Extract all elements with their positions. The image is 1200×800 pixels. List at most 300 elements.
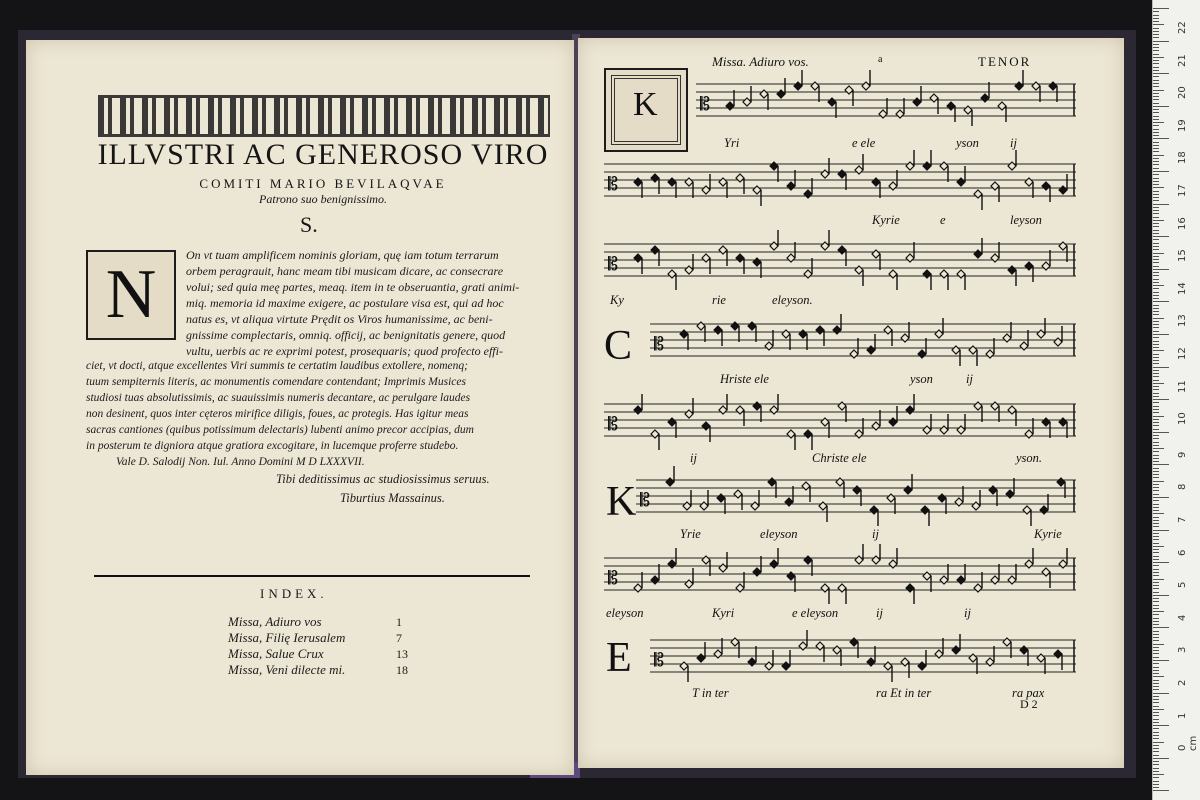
index-entry: Missa, Salue Crux [228, 646, 324, 661]
note-head [804, 556, 812, 564]
ruler-tick [1153, 135, 1159, 136]
ruler-tick [1153, 552, 1159, 553]
ruler-tick [1153, 412, 1159, 413]
note-head [651, 174, 659, 182]
ruler-tick [1153, 272, 1159, 273]
ruler-tick [1153, 132, 1159, 133]
note-head [872, 556, 880, 564]
ruler-tick [1153, 236, 1169, 237]
note-head [668, 418, 676, 426]
note-head [819, 502, 827, 510]
ruler-tick [1153, 523, 1159, 524]
ruler-tick [1153, 536, 1159, 537]
lyric: Ky [610, 293, 624, 307]
note-head [799, 330, 807, 338]
note-head [782, 330, 790, 338]
ruler-tick [1153, 670, 1159, 671]
note-head [1020, 342, 1028, 350]
note-head [850, 638, 858, 646]
ruler-tick [1153, 611, 1164, 612]
lyric: e ele [852, 136, 876, 150]
note-head [879, 110, 887, 118]
ruler-tick [1153, 171, 1169, 172]
note-head [991, 254, 999, 262]
ruler-tick [1153, 637, 1159, 638]
ruler-tick [1153, 738, 1159, 739]
note-head [1015, 82, 1023, 90]
ruler-label: 0 cm [1177, 735, 1199, 752]
music-staff [604, 238, 1076, 282]
ruler-tick [1153, 781, 1159, 782]
ruler-tick [1153, 438, 1159, 439]
ruler-label: 7 [1177, 516, 1188, 523]
ruler-tick [1153, 510, 1159, 511]
ruler-tick [1153, 386, 1159, 387]
note-head [634, 178, 642, 186]
note-head [651, 576, 659, 584]
note-head [802, 482, 810, 490]
ruler-tick [1153, 76, 1159, 77]
note-head [867, 658, 875, 666]
ruler-tick [1153, 585, 1159, 586]
note-head [1054, 338, 1062, 346]
note-head [1037, 330, 1045, 338]
ruler-tick [1153, 569, 1159, 570]
note-head [702, 254, 710, 262]
note-head [804, 430, 812, 438]
ruler-label: 9 [1177, 451, 1188, 458]
note-head [974, 402, 982, 410]
note-head [651, 430, 659, 438]
note-head [753, 568, 761, 576]
ruler-tick [1153, 86, 1159, 87]
note-head [719, 406, 727, 414]
note-head [845, 86, 853, 94]
ruler-tick [1153, 650, 1159, 651]
header-mark: a [878, 54, 883, 65]
note-head [921, 506, 929, 514]
ruler-tick [1153, 543, 1159, 544]
index-entry: Missa, Filię Ierusalem [228, 630, 346, 645]
ruler-tick [1153, 663, 1159, 664]
note-head [870, 506, 878, 514]
lyric: ij [964, 606, 971, 620]
ruler-tick [1153, 308, 1159, 309]
note-head [964, 106, 972, 114]
ruler-tick [1153, 37, 1159, 38]
music-staff [650, 318, 1076, 362]
ruler-tick [1153, 598, 1159, 599]
ruler-tick [1153, 324, 1159, 325]
ruler-tick [1153, 416, 1164, 417]
note-head [957, 576, 965, 584]
ruler-tick [1153, 634, 1159, 635]
note-head [923, 270, 931, 278]
lyric: ij [1010, 136, 1017, 150]
note-head [955, 498, 963, 506]
lyric: ra Et in ter [876, 686, 932, 700]
ruler-label: 1 [1177, 712, 1188, 719]
ruler-tick [1153, 667, 1159, 668]
note-head [748, 322, 756, 330]
ruler-tick [1153, 435, 1159, 436]
ruler-tick [1153, 784, 1159, 785]
note-head [957, 426, 965, 434]
ruler-tick [1153, 168, 1159, 169]
ruler-tick [1153, 575, 1159, 576]
clef-glyph: 𝄡 [608, 568, 619, 589]
note-head [1059, 186, 1067, 194]
note-head [748, 658, 756, 666]
ruler-tick [1153, 210, 1159, 211]
note-head [923, 162, 931, 170]
ruler-tick [1153, 226, 1159, 227]
ruler-tick [1153, 341, 1159, 342]
ruler-tick [1153, 347, 1159, 348]
note-head [770, 406, 778, 414]
note-head [940, 426, 948, 434]
lyric: ra pax [1012, 686, 1045, 700]
ruler-tick [1153, 689, 1159, 690]
ruler-tick [1153, 768, 1159, 769]
note-head [683, 502, 691, 510]
ruler-tick [1153, 618, 1159, 619]
ruler-tick [1153, 292, 1159, 293]
ruler-tick [1153, 464, 1169, 465]
ruler-tick [1153, 735, 1159, 736]
lyric: ij [966, 372, 973, 386]
note-head [938, 494, 946, 502]
ruler-tick [1153, 259, 1159, 260]
body-line: sacras cantiones (quibus potissimum delectaris) lubenti animo precor accipias, dum [86, 424, 474, 436]
ruler-tick [1153, 699, 1159, 700]
mass-title: Missa. Adiuro vos. [712, 54, 809, 69]
ruler-tick [1153, 468, 1159, 469]
ruler-tick [1153, 194, 1159, 195]
note-head [918, 350, 926, 358]
ruler-tick [1153, 653, 1159, 654]
ruler-tick [1153, 755, 1159, 756]
note-head [867, 346, 875, 354]
note-head [816, 642, 824, 650]
ruler-tick [1153, 605, 1159, 606]
closing-line: Tibi deditissimus ac studiosissimus seruus. [276, 472, 490, 486]
note-head [770, 162, 778, 170]
ruler-tick [1153, 520, 1159, 521]
note-head [889, 270, 897, 278]
note-head [998, 102, 1006, 110]
note-head [1059, 560, 1067, 568]
note-head [685, 410, 693, 418]
ruler-tick [1153, 334, 1169, 335]
ruler-tick [1153, 764, 1159, 765]
ruler-tick [1153, 279, 1159, 280]
ruler-tick [1153, 282, 1159, 283]
ruler-tick [1153, 582, 1159, 583]
ruler-tick [1153, 709, 1164, 710]
clef-glyph: 𝄡 [608, 254, 619, 275]
ruler-tick [1153, 321, 1159, 322]
note-head [1008, 576, 1016, 584]
ruler-tick [1153, 370, 1159, 371]
ruler-tick [1153, 745, 1159, 746]
note-head [1025, 560, 1033, 568]
clef-glyph: 𝄡 [654, 650, 665, 671]
ruler-tick [1153, 712, 1159, 713]
music-staff [604, 158, 1076, 202]
ruler-tick [1153, 530, 1169, 531]
ruler-tick [1153, 223, 1159, 224]
ruler-tick [1153, 693, 1169, 694]
ruler-tick [1153, 474, 1159, 475]
ruler-tick [1153, 706, 1159, 707]
clef-glyph: 𝄡 [608, 414, 619, 435]
note-head [872, 250, 880, 258]
note-head [838, 402, 846, 410]
note-head [668, 560, 676, 568]
note-head [1040, 506, 1048, 514]
ruler-tick [1153, 445, 1159, 446]
ruler-tick [1153, 90, 1164, 91]
note-head [838, 246, 846, 254]
note-head [719, 564, 727, 572]
ruler-label: 8 [1177, 484, 1188, 491]
ruler-tick [1153, 187, 1164, 188]
note-head [1008, 162, 1016, 170]
ruler-tick [1153, 151, 1159, 152]
ruler-tick [1153, 719, 1159, 720]
ruler-tick [1153, 399, 1169, 400]
ruler-tick [1153, 751, 1159, 752]
note-head [726, 102, 734, 110]
ruler-tick [1153, 200, 1159, 201]
note-head [1008, 266, 1016, 274]
ruler-label: 13 [1177, 314, 1188, 328]
note-head [906, 162, 914, 170]
ruler-tick [1153, 389, 1159, 390]
ruler-tick [1153, 601, 1159, 602]
ruler-tick [1153, 409, 1159, 410]
ruler-tick [1153, 728, 1159, 729]
ruler-tick [1153, 243, 1159, 244]
note-head [974, 584, 982, 592]
ruler-tick [1153, 761, 1159, 762]
ruler-tick [1153, 93, 1159, 94]
ruler-tick [1153, 158, 1159, 159]
note-head [731, 638, 739, 646]
ruler-tick [1153, 83, 1159, 84]
note-head [787, 430, 795, 438]
note-head [765, 342, 773, 350]
ruler-tick [1153, 640, 1159, 641]
ruler-tick [1153, 448, 1164, 449]
ruler-tick [1153, 363, 1159, 364]
ruler-tick [1153, 181, 1159, 182]
ruler-tick [1153, 367, 1169, 368]
ruler-tick [1153, 266, 1159, 267]
body-line: non desinent, quos inter cęteros mirifice diligis, foues, ac protegis. Has igitur meas [86, 408, 469, 420]
index-rule [94, 575, 530, 577]
note-head [668, 178, 676, 186]
note-head [816, 326, 824, 334]
initial-k: K [606, 479, 637, 525]
note-head [1057, 478, 1065, 486]
note-head [666, 478, 674, 486]
note-head [768, 478, 776, 486]
ruler-tick [1153, 696, 1159, 697]
lyric: eleyson. [772, 293, 813, 307]
note-head [751, 502, 759, 510]
note-head [838, 170, 846, 178]
note-head [836, 478, 844, 486]
measurement-ruler [1152, 0, 1200, 800]
ruler-tick [1153, 344, 1159, 345]
body-line: miq. memoria id maxime exigere, ac postulare visa est, qui ad hoc [186, 296, 504, 310]
ruler-tick [1153, 458, 1159, 459]
ruler-tick [1153, 647, 1159, 648]
decorated-initial: N [86, 250, 176, 340]
note-head [940, 162, 948, 170]
ruler-label: 16 [1177, 216, 1188, 230]
ruler-tick [1153, 262, 1159, 263]
ruler-tick [1153, 41, 1169, 42]
note-head [889, 418, 897, 426]
note-head [736, 254, 744, 262]
ruler-tick [1153, 122, 1164, 123]
ruler-label: 12 [1177, 347, 1188, 360]
ruler-tick [1153, 504, 1159, 505]
ruler-tick [1153, 396, 1159, 397]
body-line: Vale D. Salodij Non. Iul. Anno Domini M D LXXXVII. [116, 456, 365, 468]
lyric: eleyson [606, 606, 644, 620]
ruler-tick [1153, 60, 1159, 61]
note-head [923, 572, 931, 580]
ruler-tick [1153, 657, 1159, 658]
note-head [904, 486, 912, 494]
ornament-band [98, 95, 550, 137]
note-head [777, 90, 785, 98]
body-line: tuum sempiternis literis, ac monumentis comendare contendant; Imprimis Musices [86, 376, 466, 388]
note-head [940, 576, 948, 584]
ruler-tick [1153, 314, 1159, 315]
body-line: studiosi tuas absolutissimis, ac suauissimis numeris decantare, ac perulgare laudes [86, 392, 471, 404]
note-head [991, 402, 999, 410]
ruler-tick [1153, 425, 1159, 426]
ruler-tick [1153, 269, 1169, 270]
note-head [821, 170, 829, 178]
ruler-tick [1153, 138, 1169, 139]
ruler-tick [1153, 487, 1159, 488]
ruler-tick [1153, 204, 1169, 205]
note-head [855, 556, 863, 564]
note-head [782, 662, 790, 670]
ruler-tick [1153, 507, 1159, 508]
ruler-tick [1153, 595, 1169, 596]
ruler-tick [1153, 50, 1159, 51]
note-head [969, 654, 977, 662]
lyric: Christe ele [812, 451, 867, 465]
note-head [697, 322, 705, 330]
note-head [634, 254, 642, 262]
ruler-tick [1153, 556, 1159, 557]
body-line: On vt tuam amplificem nominis gloriam, quę iam totum terrarum [186, 248, 499, 262]
ruler-tick [1153, 350, 1164, 351]
ruler-tick [1153, 125, 1159, 126]
index-page: 1 [396, 615, 402, 629]
ruler-tick [1153, 197, 1159, 198]
ruler-tick [1153, 572, 1159, 573]
ruler-tick [1153, 455, 1159, 456]
ruler-tick [1153, 565, 1159, 566]
body-line: volui; sed quia meę partes, meaq. item in te obseruantia, grati animi- [186, 280, 520, 294]
ruler-tick [1153, 11, 1159, 12]
ruler-tick [1153, 327, 1159, 328]
ruler-label: 2 [1177, 679, 1188, 686]
note-head [855, 430, 863, 438]
ruler-tick [1153, 256, 1159, 257]
note-head [634, 584, 642, 592]
ruler-tick [1153, 419, 1159, 420]
note-head [906, 254, 914, 262]
note-head [787, 254, 795, 262]
ruler-tick [1153, 660, 1169, 661]
ruler-tick [1153, 490, 1159, 491]
ruler-tick [1153, 15, 1159, 16]
music-staff [604, 398, 1076, 442]
note-head [901, 658, 909, 666]
ruler-tick [1153, 21, 1159, 22]
note-head [889, 182, 897, 190]
note-head [884, 326, 892, 334]
initial-c: C [604, 323, 633, 369]
ruler-tick [1153, 722, 1159, 723]
ruler-tick [1153, 715, 1159, 716]
note-head [702, 556, 710, 564]
note-head [770, 560, 778, 568]
ruler-tick [1153, 774, 1164, 775]
ruler-tick [1153, 725, 1169, 726]
ruler-tick [1153, 787, 1159, 788]
note-head [760, 90, 768, 98]
lyric: Hriste ele [720, 372, 769, 386]
body-line: orbem peragrauit, hanc meam tibi musicam dicare, ac consecrare [186, 264, 504, 278]
note-head [736, 406, 744, 414]
lyric: Yri [724, 136, 740, 150]
note-head [974, 190, 982, 198]
note-head [1003, 334, 1011, 342]
ruler-tick [1153, 771, 1159, 772]
note-head [972, 502, 980, 510]
note-head [697, 654, 705, 662]
ruler-tick [1153, 680, 1159, 681]
note-head [804, 190, 812, 198]
note-head [952, 646, 960, 654]
note-head [685, 178, 693, 186]
note-head [1059, 242, 1067, 250]
ruler-tick [1153, 337, 1159, 338]
ruler-tick [1153, 644, 1164, 645]
note-head [765, 662, 773, 670]
ruler-tick [1153, 161, 1159, 162]
ruler-tick [1153, 213, 1159, 214]
note-head [717, 494, 725, 502]
note-head [700, 502, 708, 510]
ruler-tick [1153, 34, 1159, 35]
ruler-tick [1153, 614, 1159, 615]
ruler-tick [1153, 354, 1159, 355]
note-head [981, 94, 989, 102]
ruler-tick [1153, 588, 1159, 589]
